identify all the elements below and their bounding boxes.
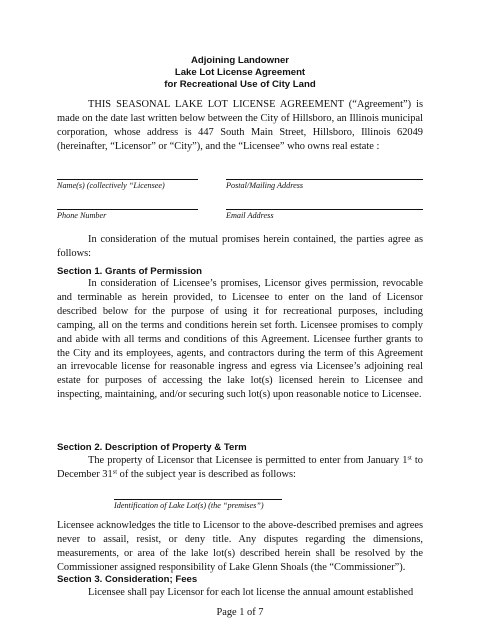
document-title-line-2: Lake Lot License Agreement [174,67,306,78]
lake-lot-identification-line [114,499,282,500]
section-3-body: Licensee shall pay Licensor for each lot license the annual amount established [88,587,414,598]
section-1-heading: Section 1. Grants of Permission [57,266,203,277]
consideration-paragraph: In consideration of the mutual promises herein contained, the parties agree as follows: [57,234,423,259]
section-3-heading: Section 3. Consideration; Fees [57,574,198,585]
page-number: Page 1 of 7 [216,607,264,618]
postal-address-label: Postal/Mailing Address [226,181,304,190]
postal-address-line [226,179,423,180]
section-2-title-paragraph: Licensee acknowledges the title to Licensor to the above-described premises and agrees never to assail, resist, or deny title. Any disputes regarding the dimensions, measurements, or area of the lake lot(s) described herein shall be resolved by the Commissioner assigned responsibility of Lake Glenn Shoals (the “Commissioner”). [57,520,423,573]
section-2-heading: Section 2. Description of Property & Term [57,442,247,453]
document-title-line-1: Adjoining Landowner [190,55,290,66]
section-2-term-paragraph: The property of Licensor that Licensee is permitted to enter from January 1st to December 31st of the subject year is described as follows: [57,454,423,480]
intro-paragraph: THIS SEASONAL LAKE LOT LICENSE AGREEMENT (“Agreement”) is made on the date last written below between the City of Hillsboro, an Illinois municipal corporation, whose address is 447 South Main Street, Hillsboro, Illinois 62049 (hereinafter, “Licensor” or “City”), and the “Licensee” who owns real estate : [57,99,423,152]
names-signature-line [57,179,198,180]
phone-number-line [57,209,198,210]
email-address-line [226,209,423,210]
names-field-label: Name(s) (collectively “Licensee) [57,181,165,190]
document-title-line-3: for Recreational Use of City Land [164,79,316,90]
section-1-body: In consideration of Licensee’s promises, Licensor gives permission, revocable and terminable as herein provided, to Licensee to enter on the land of Licensor described below for the purpose of using it for recreational purposes, including camping, all on the terms and conditions herein set forth. Licensee promises to comply and abide with all terms and conditions of this Agreement. Licensee further grants to the City and its employees, agents, and contractors during the term of this Agreement an irrevocable license for reasonable ingress and egress via Licensee’s adjoining real estate for purposes of accessing the lake lot(s) licensed herein to Licensee and inspecting, maintaining, and/or securing such lot(s) upon reasonable notice to Licensee. [57,278,423,401]
phone-number-label: Phone Number [57,211,107,220]
email-address-label: Email Address [226,211,274,220]
lake-lot-identification-label: Identification of Lake Lot(s) (the “premises”) [114,501,264,510]
